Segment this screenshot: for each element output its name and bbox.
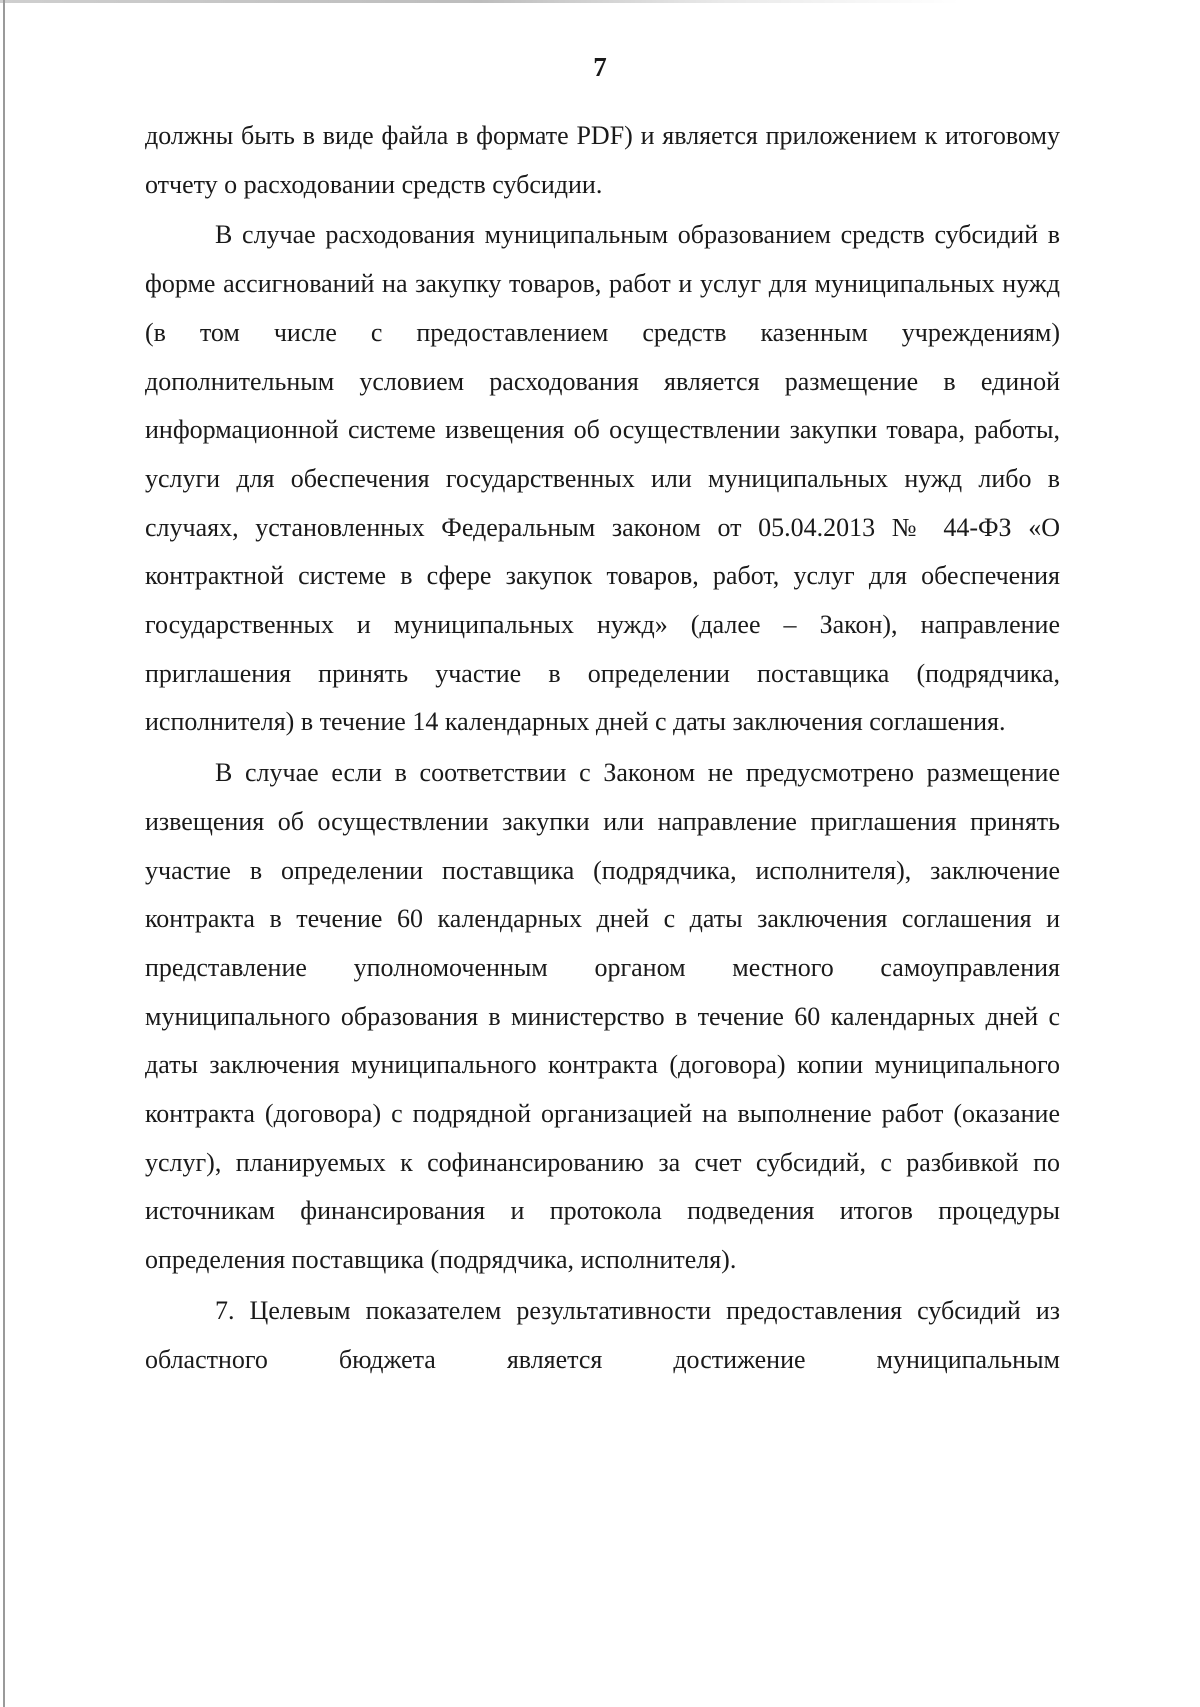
scan-edge-top [0, 0, 1200, 3]
page-number: 7 [593, 52, 607, 82]
scan-edge-left [3, 0, 5, 1707]
paragraph-target-indicator: 7. Целевым показателем результативности предоставления субсидий из областного бюджета является достижение муниципальным [145, 1295, 1060, 1374]
document-body [145, 112, 1060, 1384]
paragraph-contract-conditions: В случае если в соответствии с Законом не предусмотрено размещение извещения об осуществлении закупки или направление приглашения принять участие в определении поставщика (подрядчика, исполнителя), заключение контракта в течение 60 календарных дней с даты заключения соглашения и представление уполномоченным органом местного самоуправления муниципального образования в министерство в течение 60 календарных дней с даты заключения муниципального контракта (договора) копии муниципального контракта (договора) с подрядной организацией на выполнение работ (оказание услуг), планируемых к софинансированию за счет субсидий, с разбивкой по источникам финансирования и протокола подведения итогов процедуры определения поставщика (подрядчика, исполнителя). [145, 758, 1060, 1275]
paragraph-procurement-conditions: В случае расходования муниципальным образованием средств субсидий в форме ассигнований на закупку товаров, работ и услуг для муниципальных нужд (в том числе с предоставлением средств казенным учреждениям) дополнительным условием расходования является размещение в единой информационной системе извещения об осуществлении закупки товара, работы, услуги для обеспечения государственных или муниципальных нужд либо в случаях, установленных Федеральным законом от 05.04.2013 № 44-ФЗ «О контрактной системе в сфере закупок товаров, работ, услуг для обеспечения государственных и муниципальных нужд» (далее – Закон), направление приглашения принять участие в определении поставщика (подрядчика, исполнителя) в течение 14 календарных дней с даты заключения соглашения. [145, 220, 1060, 737]
paragraph-continuation: должны быть в виде файла в формате PDF) и является приложением к итоговому отчету о расходовании средств субсидии. [145, 121, 1060, 199]
